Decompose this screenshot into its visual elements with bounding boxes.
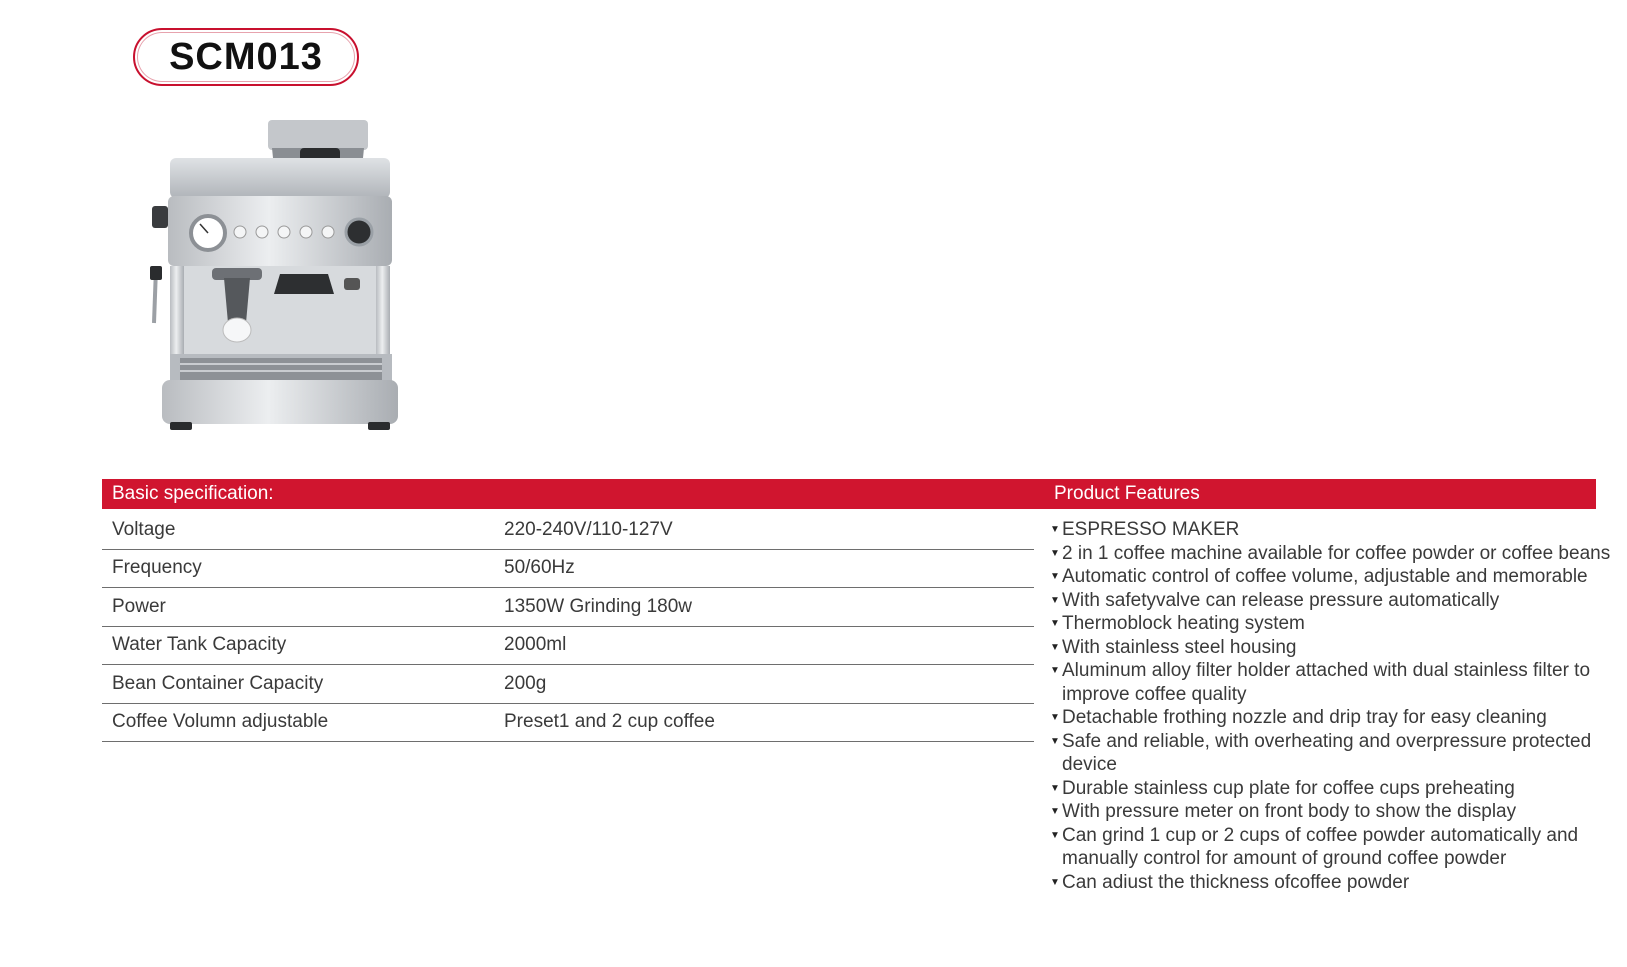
- spec-row: [102, 588, 1034, 627]
- bullet-icon: ▼: [1050, 618, 1060, 629]
- feature-text: Automatic control of coffee volume, adjustable and memorable: [1062, 566, 1588, 587]
- feature-item: [1050, 589, 1620, 613]
- features-list: [1050, 518, 1620, 894]
- feature-item: [1050, 706, 1620, 730]
- spec-row: [102, 627, 1034, 666]
- spec-label: Coffee Volumn adjustable: [112, 711, 329, 733]
- bullet-icon: ▼: [1050, 665, 1060, 676]
- bullet-icon: ▼: [1050, 712, 1060, 723]
- spec-value: 200g: [504, 672, 547, 694]
- bullet-icon: ▼: [1050, 641, 1060, 653]
- feature-item: [1050, 518, 1620, 542]
- bullet-icon: ▼: [1050, 782, 1060, 794]
- bullet-icon: ▼: [1050, 876, 1060, 888]
- feature-text: With pressure meter on front body to show the display: [1062, 801, 1517, 822]
- feature-text: With stainless steel housing: [1062, 636, 1297, 658]
- spec-table: [102, 511, 1034, 742]
- spec-row: [102, 665, 1034, 704]
- feature-text: Durable stainless cup plate for coffee cups preheating: [1062, 777, 1515, 799]
- spec-value: Preset1 and 2 cup coffee: [504, 711, 715, 733]
- spec-label: Frequency: [112, 557, 202, 579]
- bullet-icon: ▼: [1050, 571, 1060, 582]
- bullet-icon: ▼: [1050, 524, 1060, 535]
- spec-value: 2000ml: [504, 634, 567, 656]
- spec-value: 220-240V/110-127V: [504, 518, 673, 540]
- feature-item: [1050, 612, 1620, 636]
- feature-text: Aluminum alloy filter holder attached with dual stainless filter to improve coffee quality: [1062, 660, 1591, 705]
- feature-text: Safe and reliable, with overheating and overpressure protected device: [1062, 730, 1592, 775]
- feature-item: [1050, 730, 1620, 777]
- feature-item: [1050, 636, 1620, 660]
- feature-text: ESPRESSO MAKER: [1062, 519, 1240, 540]
- feature-text: 2 in 1 coffee machine available for coffee powder or coffee beans: [1062, 542, 1611, 564]
- feature-text: Can grind 1 cup or 2 cups of coffee powder automatically and manually control for amount of ground coffee powder: [1062, 824, 1579, 869]
- spec-label: Bean Container Capacity: [112, 672, 324, 694]
- feature-text: Thermoblock heating system: [1062, 613, 1305, 634]
- bullet-icon: ▼: [1050, 806, 1060, 817]
- bullet-icon: ▼: [1050, 547, 1060, 559]
- espresso-machine-icon: [140, 118, 410, 453]
- bullet-icon: ▼: [1050, 829, 1060, 841]
- feature-item: [1050, 565, 1620, 589]
- feature-item: [1050, 542, 1620, 566]
- bullet-icon: ▼: [1050, 594, 1060, 606]
- feature-text: With safetyvalve can release pressure automatically: [1062, 589, 1500, 611]
- feature-item: [1050, 777, 1620, 801]
- spec-label: Voltage: [112, 518, 176, 540]
- spec-label: Water Tank Capacity: [112, 634, 287, 656]
- spec-value: 50/60Hz: [504, 557, 575, 579]
- spec-row: [102, 511, 1034, 550]
- spec-row: [102, 550, 1034, 589]
- spec-value: 1350W Grinding 180w: [504, 595, 692, 617]
- bullet-icon: ▼: [1050, 735, 1060, 747]
- model-badge: [133, 28, 359, 86]
- feature-item: [1050, 871, 1620, 895]
- spec-header-bar: Basic specification:: [102, 479, 1044, 509]
- feature-item: [1050, 659, 1620, 706]
- feature-item: [1050, 800, 1620, 824]
- feature-text: Can adiust the thickness ofcoffee powder: [1062, 871, 1410, 893]
- feature-item: [1050, 824, 1620, 871]
- features-header-bar: Product Features: [1044, 479, 1596, 509]
- spec-row: [102, 704, 1034, 743]
- feature-text: Detachable frothing nozzle and drip tray for easy cleaning: [1062, 707, 1547, 728]
- model-name: SCM013: [169, 35, 323, 78]
- spec-label: Power: [112, 595, 166, 617]
